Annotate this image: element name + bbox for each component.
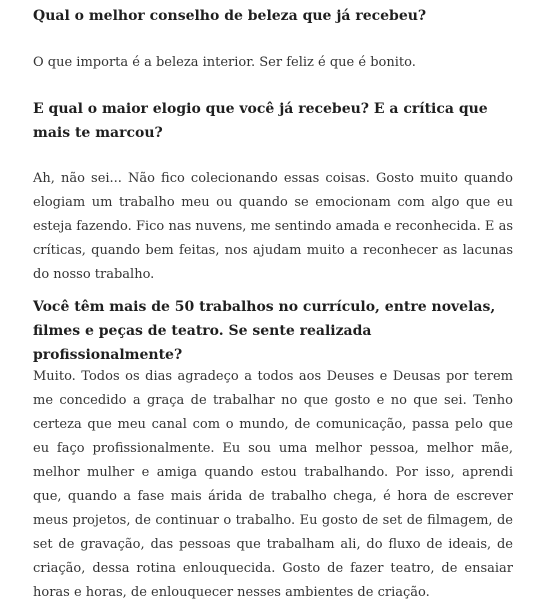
- answer-paragraph: O que importa é a beleza interior. Ser feliz é que é bonito.: [33, 55, 416, 70]
- question-heading: Você têm mais de 50 trabalhos no currículo, entre novelas, filmes e peças de teatro. Se sente realizada profissionalmente?: [33, 299, 496, 363]
- question-heading: E qual o maior elogio que você já recebeu? E a crítica que mais te marcou?: [33, 101, 488, 141]
- question-heading: Qual o melhor conselho de beleza que já recebeu?: [33, 8, 427, 24]
- answer-paragraph: Muito. Todos os dias agradeço a todos aos Deuses e Deusas por terem me concedido a graça de trabalhar no que gosto e no que sei. Tenho certeza que meu canal com o mundo, de comunicação, passa pelo que eu faço profissionalmente. Eu sou uma melhor pessoa, melhor mãe, melhor mulher e amiga quando estou trabalhando. Por isso, aprendi que, quando a fase mais árida de trabalho chega, é hora de escrever meus projetos, de continuar o trabalho. Eu gosto de set de filmagem, de set de gravação, das pessoas que trabalham ali, do fluxo de ideais, de criação, dessa rotina enlouquecida. Gosto de fazer teatro, de ensaiar horas e horas, de enlouquecer nesses ambientes de criação.: [33, 369, 513, 600]
- answer-paragraph: Ah, não sei... Não fico colecionando essas coisas. Gosto muito quando elogiam um trabalho meu ou quando se emocionam com algo que eu esteja fazendo. Fico nas nuvens, me sentindo amada e reconhecida. E as críticas, quando bem feitas, nos ajudam muito a reconhecer as lacunas do nosso trabalho.: [33, 171, 513, 282]
